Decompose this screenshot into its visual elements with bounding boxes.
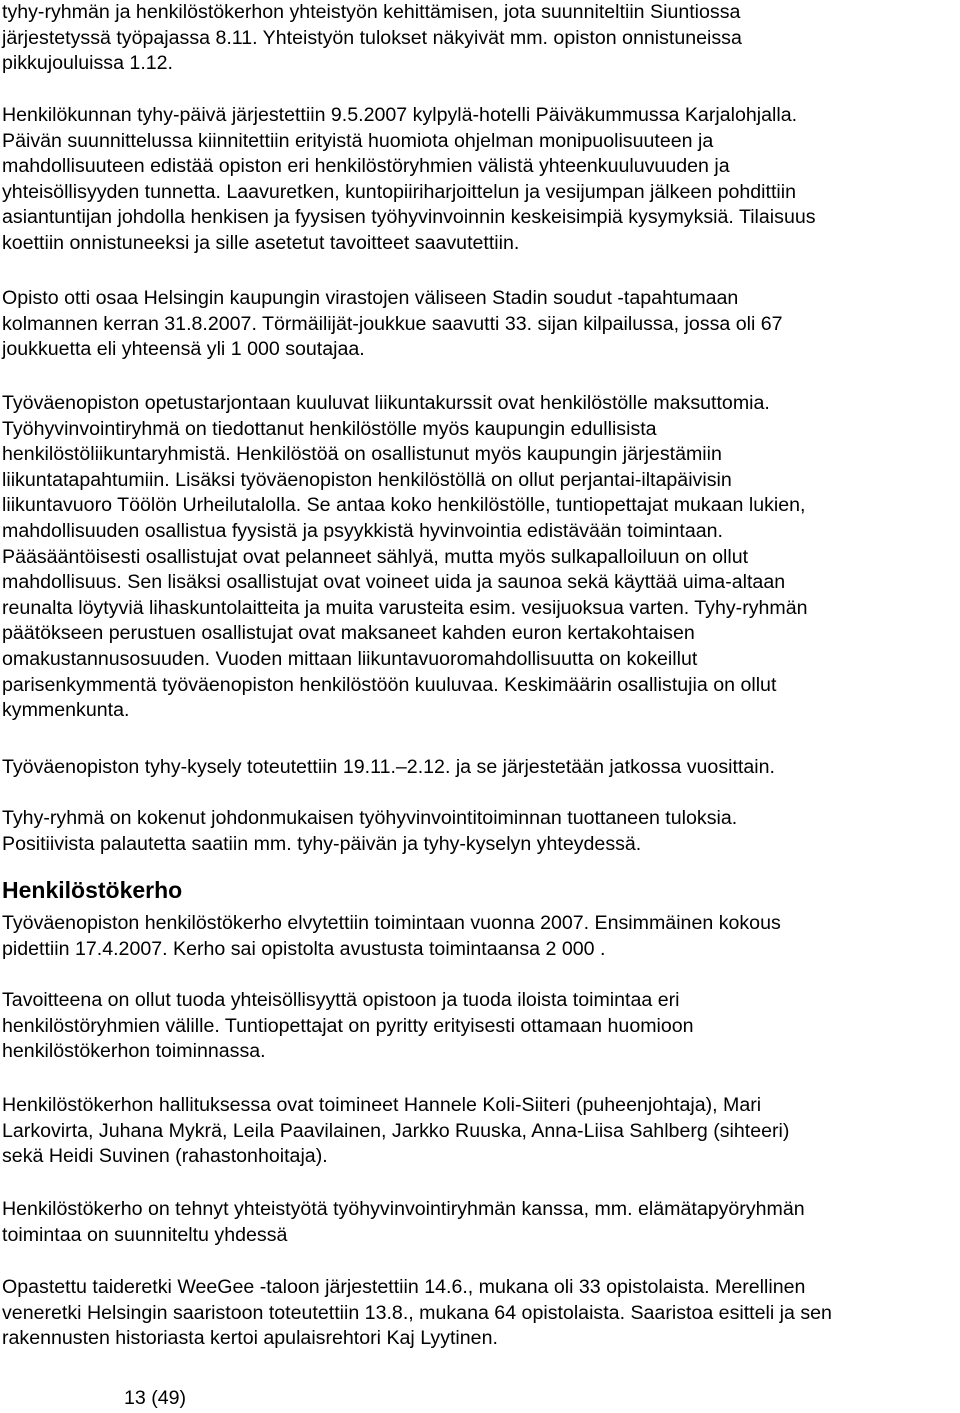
text-line: joukkuetta eli yhteensä yli 1 000 soutajaa. xyxy=(2,338,365,361)
text-line: tyhy-ryhmän ja henkilöstökerhon yhteistyön kehittämisen, jota suunniteltiin Siuntiossa xyxy=(2,1,741,23)
paragraph-club-trips xyxy=(2,1275,960,1352)
text-line: mahdollisuuden osallistua fyysistä ja psyykkistä hyvinvointia edistävään toimintaan. xyxy=(2,519,723,542)
text-line: henkilöstöryhmien välille. Tuntiopettajat on pyritty erityisesti ottamaan huomioon xyxy=(2,1014,694,1037)
text-line: Päivän suunnittelussa kiinnitettiin erityistä huomiota ohjelman monipuolisuuteen ja xyxy=(2,129,714,152)
text-line: mahdollisuus. Sen lisäksi osallistujat ovat voineet uida ja saunoa sekä käyttää uima-altaan xyxy=(2,571,786,594)
text-line: Tavoitteena on ollut tuoda yhteisöllisyyttä opistoon ja tuoda iloista toimintaa eri xyxy=(2,989,680,1011)
text-line: Työväenopiston henkilöstökerho elvytettiin toimintaan vuonna 2007. Ensimmäinen kokous xyxy=(2,912,781,934)
paragraph-tyhy-survey xyxy=(2,755,960,781)
text-line: henkilöstöliikuntaryhmistä. Henkilöstöä on osallistunut myös kaupungin järjestämiin xyxy=(2,443,722,466)
text-line: järjestetyssä työpajassa 8.11. Yhteistyön tulokset näkyivät mm. opiston onnistuneissa xyxy=(2,26,742,49)
text-line: Henkilöstökerho on tehnyt yhteistyötä työhyvinvointiryhmän kanssa, mm. elämätapyöryhmän xyxy=(2,1198,805,1220)
paragraph-club-cooperation xyxy=(2,1197,960,1248)
paragraph-club-board xyxy=(2,1093,960,1170)
text-line: Opastettu taideretki WeeGee -taloon järjestettiin 14.6., mukana oli 33 opistolaista. Merellinen xyxy=(2,1276,806,1298)
text-line: koettiin onnistuneeksi ja sille asetetut tavoitteet saavutettiin. xyxy=(2,231,520,254)
text-line: sekä Heidi Suvinen (rahastonhoitaja). xyxy=(2,1145,328,1168)
text-line: Henkilöstökerhon hallituksessa ovat toimineet Hannele Koli-Siiteri (puheenjohtaja), Mari xyxy=(2,1094,762,1116)
text-line: rakennusten historiasta kertoi apulaisrehtori Kaj Lyytinen. xyxy=(2,1327,498,1350)
paragraph-tyhy-day xyxy=(2,103,960,257)
text-line: Työväenopiston tyhy-kysely toteutettiin 19.11.–2.12. ja se järjestetään jatkossa vuosittain. xyxy=(2,756,775,778)
text-line: kymmenkunta. xyxy=(2,699,130,722)
paragraph-club-goals xyxy=(2,988,960,1065)
text-line: Henkilökunnan tyhy-päivä järjestettiin 9.5.2007 kylpylä-hotelli Päiväkummussa Karjalohjalla. xyxy=(2,104,798,126)
text-line: parisenkymmentä työväenopiston henkilöstöön kuuluvaa. Keskimäärin osallistujia on ollut xyxy=(2,673,777,696)
text-line: Larkovirta, Juhana Mykrä, Leila Paavilainen, Jarkko Ruuska, Anna-Liisa Sahlberg (sihteeri) xyxy=(2,1119,790,1142)
page-number: 13 (49) xyxy=(124,1387,187,1409)
text-line: henkilöstökerhon toiminnassa. xyxy=(2,1040,266,1063)
text-line: Tyhy-ryhmä on kokenut johdonmukaisen työhyvinvointitoiminnan tuottaneen tuloksia. xyxy=(2,807,738,829)
text-line: omakustannusosuuden. Vuoden mittaan liikuntavuoromahdollisuutta on kokeillut xyxy=(2,647,698,670)
text-line: Työhyvinvointiryhmä on tiedottanut henkilöstölle myös kaupungin edullisista xyxy=(2,417,657,440)
text-line: Positiivista palautetta saatiin mm. tyhy-päivän ja tyhy-kyselyn yhteydessä. xyxy=(2,832,642,855)
paragraph-tyhy-cooperation xyxy=(2,0,960,77)
text-line: Työväenopiston opetustarjontaan kuuluvat liikuntakurssit ovat henkilöstölle maksuttomia. xyxy=(2,392,770,414)
text-line: Pääsääntöisesti osallistujat ovat pelanneet sählyä, mutta myös sulkapalloiluun on ollut xyxy=(2,545,749,568)
paragraph-sports-courses xyxy=(2,391,960,724)
text-line: reunalta löytyviä lihaskuntolaitteita ja muita varusteita esim. vesijuoksua varten. Tyhy-ryhmän xyxy=(2,596,808,619)
text-line: toimintaa on suunniteltu yhdessä xyxy=(2,1223,288,1246)
text-line: kolmannen kerran 31.8.2007. Törmäilijät-joukkue saavutti 33. sijan kilpailussa, jossa oli 67 xyxy=(2,312,783,335)
text-line: pidettiin 17.4.2007. Kerho sai opistolta avustusta toimintaansa 2 000 . xyxy=(2,937,606,960)
text-line: veneretki Helsingin saaristoon toteutettiin 13.8., mukana 64 opistolaista. Saaristoa esitteli ja sen xyxy=(2,1301,832,1324)
text-line: asiantuntijan johdolla henkisen ja fyysisen työhyvinvoinnin keskeisimpiä kysymyksiä. Tilaisuus xyxy=(2,206,816,229)
text-line: Opisto otti osaa Helsingin kaupungin virastojen väliseen Stadin soudut -tapahtumaan xyxy=(2,287,739,309)
paragraph-tyhy-results xyxy=(2,806,960,857)
text-line: yhteisöllisyyden tunnetta. Laavuretken, kuntopiiriharjoittelun ja vesijumpan jälkeen pohdittiin xyxy=(2,180,797,203)
text-line: liikuntavuoro Töölön Urheilutalolla. Se antaa koko henkilöstölle, tuntiopettajat mukaan lukien, xyxy=(2,494,806,517)
section-heading: Henkilöstökerho xyxy=(2,877,183,903)
text-line: mahdollisuuteen edistää opiston eri henkilöstöryhmien välistä yhteenkuuluvuuden ja xyxy=(2,155,730,178)
text-line: liikuntatapahtumiin. Lisäksi työväenopiston henkilöstöllä on ollut perjantai-iltapäivisin xyxy=(2,468,732,491)
text-line: päätökseen perustuen osallistujat ovat maksaneet kahden euron kertakohtaisen xyxy=(2,622,695,645)
text-line: pikkujouluissa 1.12. xyxy=(2,52,174,75)
paragraph-club-revived xyxy=(2,911,960,962)
paragraph-stadin-soudut xyxy=(2,286,960,363)
